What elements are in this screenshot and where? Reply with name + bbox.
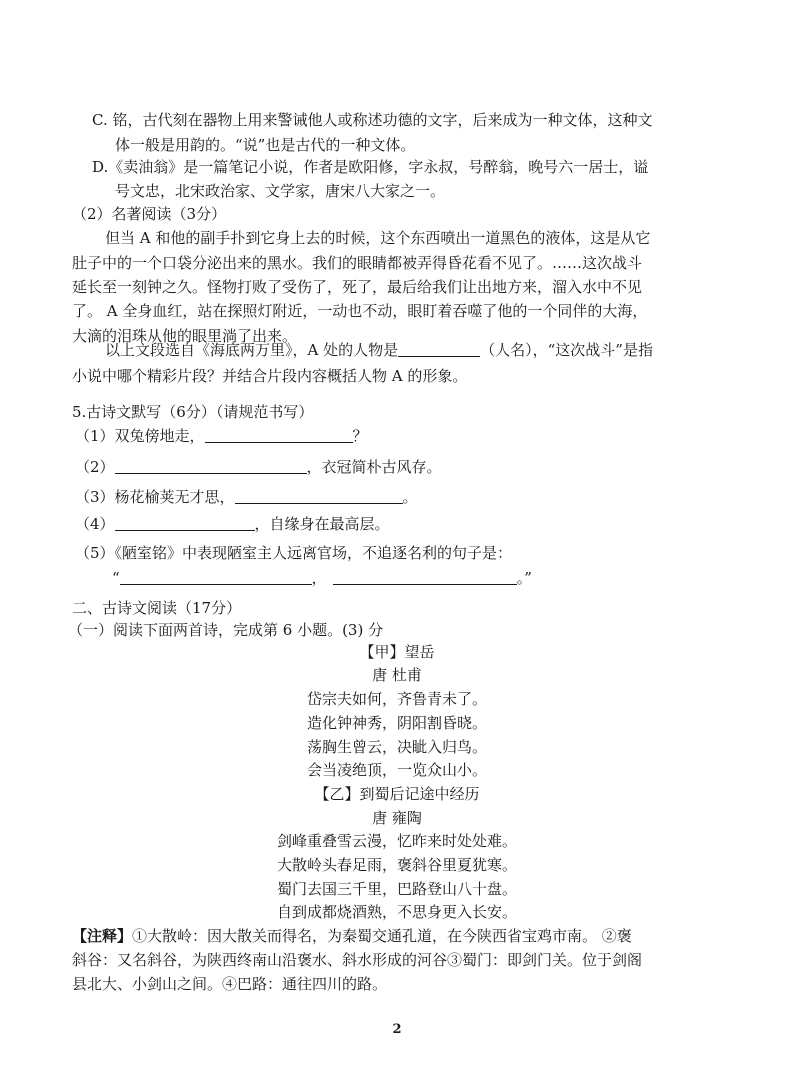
poem-b-line: 自到成都烧酒熟，不思身更入长安。 — [276, 903, 517, 921]
poem-b-line: 剑峰重叠雪云漫，忆昨来时处处难。 — [276, 832, 517, 850]
q3-blank[interactable] — [235, 489, 403, 504]
famous-works-question — [105, 340, 653, 360]
option-d-line2: 号文忠，北宋政治家、文学家，唐宋八大家之一。 — [115, 182, 446, 200]
poem-b-title: 【乙】到蜀后记途中经历 — [314, 785, 480, 803]
question-text: 以上文段选自《海底两万里》，A 处的人物是 — [105, 341, 399, 359]
poem-a-line: 会当凌绝顶，一览众山小。 — [306, 761, 487, 779]
famous-works-question-cont: 小说中哪个精彩片段？并结合片段内容概括人物 A 的形象。 — [72, 367, 468, 385]
q5-blank-2[interactable] — [333, 570, 517, 585]
famous-works-heading: （2）名著阅读（3分） — [72, 205, 227, 223]
answer-blank-name[interactable] — [398, 342, 480, 357]
poem-b-author: 唐 雍陶 — [372, 809, 422, 827]
poem-a-author: 唐 杜甫 — [372, 666, 422, 684]
poem-a-line: 荡胸生曾云，决眦入归鸟。 — [306, 738, 487, 756]
section2-subheading: （一）阅读下面两首诗，完成第 6 小题。(3) 分 — [68, 621, 384, 639]
dictation-q5: （5）《陋室铭》中表现陋室主人远离官场，不追逐名利的句子是： — [75, 544, 513, 562]
q2-blank[interactable] — [115, 459, 307, 474]
dictation-heading: 5.古诗文默写（6分）（请规范书写） — [72, 403, 314, 421]
q4-blank[interactable] — [115, 516, 255, 531]
q2-text: （2） — [75, 458, 115, 476]
dictation-q2 — [75, 457, 442, 477]
dictation-q1 — [75, 426, 368, 446]
dictation-q4 — [75, 514, 390, 534]
q3-end: 。 — [402, 488, 418, 506]
question-text: （人名），“这次战斗”是指 — [480, 341, 653, 359]
q1-text: （1）双兔傍地走， — [75, 427, 205, 445]
notes-line2: 斜谷：又名斜谷，为陕西终南山沿褒水、斜水形成的河谷③蜀门：即剑门关。位于剑阁 — [72, 951, 643, 969]
poem-a-line: 造化钟神秀，阴阳割昏晓。 — [306, 714, 487, 732]
notes-text: ①大散岭：因大散关而得名，为秦蜀交通孔道，在今陕西省宝鸡市南。 ②褒 — [132, 927, 632, 945]
poem-b-line: 大散岭头春足雨，褒斜谷里夏犹寒。 — [276, 856, 517, 874]
passage-line: 延长至一刻钟之久。怪物打败了受伤了，死了，最后给我们让出地方来，溜入水中不见 — [72, 278, 643, 296]
dictation-q5-answer — [112, 568, 532, 588]
page-number: 2 — [392, 1022, 402, 1037]
passage-line: 大滴的泪珠从他的眼里淌了出来。 — [72, 327, 298, 345]
passage-line: 了。 A 全身血红，站在探照灯附近，一动也不动，眼盯着吞噬了他的一个同伴的大海， — [72, 302, 648, 320]
close-quote: 。” — [516, 569, 532, 587]
q2-end: ，衣冠简朴古风存。 — [306, 458, 442, 476]
dictation-q3 — [75, 487, 418, 507]
q4-text: （4） — [75, 515, 115, 533]
notes-line1 — [72, 926, 632, 946]
poem-a-title: 【甲】望岳 — [359, 643, 435, 661]
passage-line: 但当 A 和他的副手扑到它身上去的时候，这个东西喷出一道黑色的液体，这是从它 — [105, 229, 651, 247]
poem-a-line: 岱宗夫如何，齐鲁青未了。 — [306, 690, 487, 708]
notes-label: 【注释】 — [72, 927, 133, 945]
q5-blank-1[interactable] — [120, 570, 312, 585]
q1-blank[interactable] — [205, 428, 353, 443]
q4-end: ，自缘身在最高层。 — [254, 515, 390, 533]
open-quote: “ — [112, 569, 120, 587]
option-c-line2: 体一般是用韵的。“说”也是古代的一种文体。 — [115, 136, 416, 154]
poem-b-line: 蜀门去国三千里，巴路登山八十盘。 — [276, 880, 517, 898]
section2-heading: 二、古诗文阅读（17分） — [72, 599, 242, 617]
option-d-line1: D.《卖油翁》是一篇笔记小说，作者是欧阳修，字永叔，号醉翁，晚号六一居士，谥 — [92, 158, 649, 176]
comma: ， — [311, 569, 327, 587]
q3-text: （3）杨花榆荚无才思， — [75, 488, 235, 506]
passage-line: 肚子中的一个口袋分泌出来的黑水。我们的眼睛都被弄得昏花看不见了。……这次战斗 — [72, 254, 643, 272]
q1-end: ？ — [352, 427, 368, 445]
option-c-line1: C. 铭，古代刻在器物上用来警诫他人或称述功德的文字，后来成为一种文体，这种文 — [92, 111, 653, 129]
notes-line3: 县北大、小剑山之间。④巴路：通往四川的路。 — [72, 975, 388, 993]
